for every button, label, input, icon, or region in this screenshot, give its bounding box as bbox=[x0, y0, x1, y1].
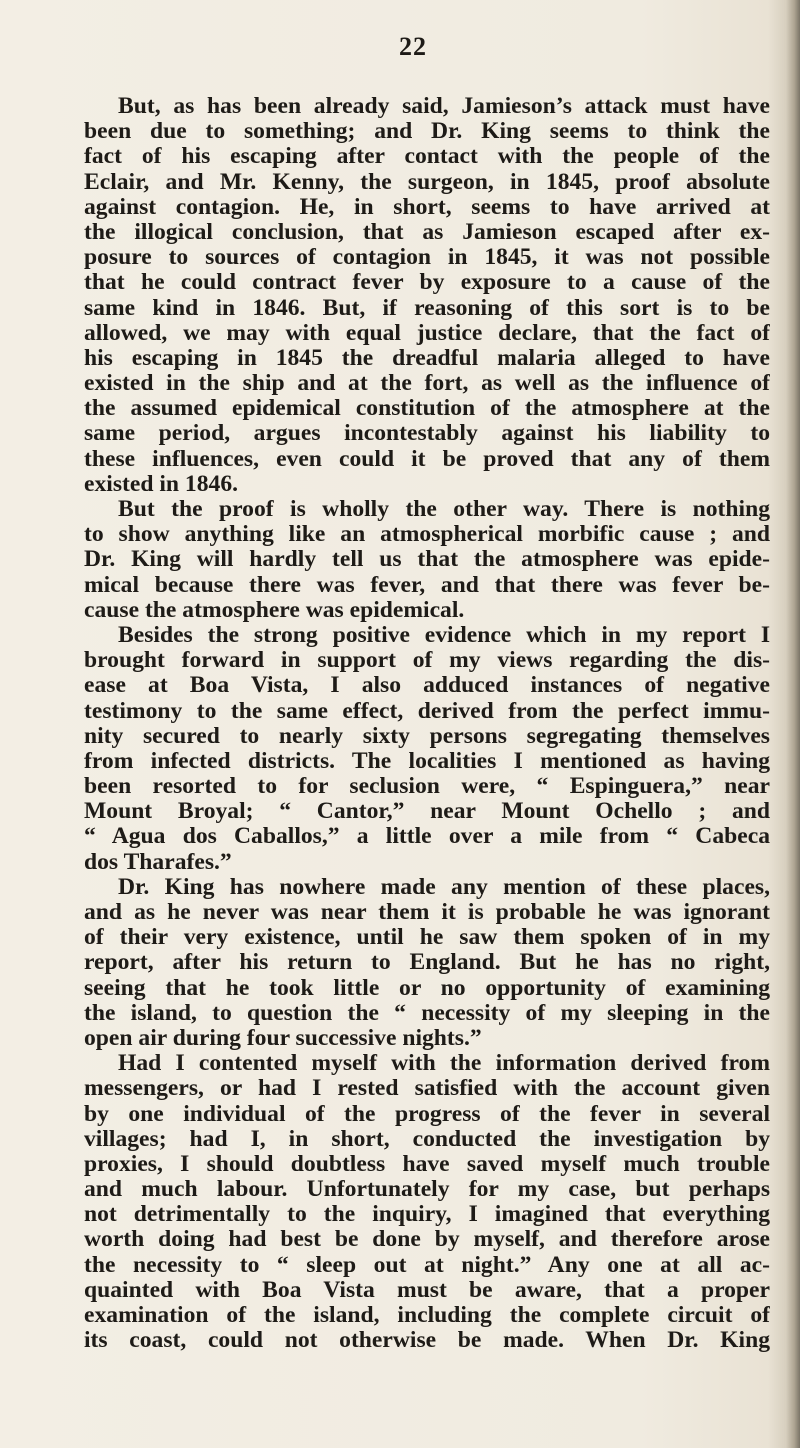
text-line: the island, to question the “ necessity of my sleeping in the bbox=[84, 1000, 770, 1026]
text-line: mical because there was fever, and that there was fever be- bbox=[84, 572, 770, 598]
text-line: by one individual of the progress of the fever in several bbox=[84, 1101, 770, 1127]
text-line: Had I contented myself with the information derived from bbox=[118, 1051, 770, 1077]
text-line: fact of his escaping after contact with the people of the bbox=[84, 144, 770, 170]
text-line: same period, argues incontestably against his liability to bbox=[84, 421, 770, 447]
text-line: and much labour. Unfortunately for my case, but perhaps bbox=[84, 1177, 770, 1203]
text-line: Eclair, and Mr. Kenny, the surgeon, in 1845, proof absolute bbox=[84, 169, 770, 195]
text-line: testimony to the same effect, derived from the perfect immu- bbox=[84, 698, 770, 724]
text-line: report, after his return to England. But he has no right, bbox=[84, 950, 770, 976]
text-line: brought forward in support of my views regarding the dis- bbox=[84, 648, 770, 674]
text-line: Dr. King has nowhere made any mention of these places, bbox=[118, 874, 770, 900]
text-line: same kind in 1846. But, if reasoning of this sort is to be bbox=[84, 295, 770, 321]
text-line: against contagion. He, in short, seems to have arrived at bbox=[84, 194, 770, 220]
body-text bbox=[84, 94, 770, 1353]
text-line: But, as has been already said, Jamieson’s attack must have bbox=[118, 94, 770, 119]
text-line: not detrimentally to the inquiry, I imagined that everything bbox=[84, 1202, 770, 1228]
text-line: proxies, I should doubtless have saved myself much trouble bbox=[84, 1151, 770, 1177]
text-line: ease at Boa Vista, I also adduced instances of negative bbox=[84, 673, 770, 699]
text-line: messengers, or had I rested satisfied with the account given bbox=[84, 1076, 770, 1102]
text-line: open air during four successive nights.” bbox=[84, 1025, 482, 1051]
text-line: But the proof is wholly the other way. There is nothing bbox=[118, 497, 770, 522]
text-line: seeing that he took little or no opportunity of examining bbox=[84, 975, 770, 1001]
text-line: “ Agua dos Caballos,” a little over a mile from “ Cabeca bbox=[84, 824, 770, 850]
text-line: to show anything like an atmospherical morbific cause ; and bbox=[84, 522, 770, 548]
page-edge-shadow bbox=[786, 0, 800, 1448]
text-line: that he could contract fever by exposure to a cause of the bbox=[84, 270, 770, 296]
text-line: nity secured to nearly sixty persons segregating themselves bbox=[84, 723, 770, 749]
text-line: the necessity to “ sleep out at night.” Any one at all ac- bbox=[84, 1252, 770, 1278]
text-line: been due to something; and Dr. King seems to think the bbox=[84, 119, 770, 145]
text-line: Mount Broyal; “ Cantor,” near Mount Ochello ; and bbox=[84, 799, 770, 825]
text-line: existed in the ship and at the fort, as well as the influence of bbox=[84, 371, 770, 397]
text-line: cause the atmosphere was epidemical. bbox=[84, 597, 465, 623]
text-line: and as he never was near them it is probable he was ignorant bbox=[84, 900, 770, 925]
text-line: these influences, even could it be proved that any of them bbox=[84, 446, 770, 472]
text-line: been resorted to for seclusion were, “ Espinguera,” near bbox=[84, 774, 770, 800]
page-number: 22 bbox=[399, 32, 427, 61]
text-line: quainted with Boa Vista must be aware, that a proper bbox=[84, 1277, 770, 1303]
text-line: Besides the strong positive evidence which in my report I bbox=[118, 622, 770, 648]
text-line: examination of the island, including the complete circuit of bbox=[84, 1303, 770, 1328]
text-line: its coast, could not otherwise be made. When Dr. King bbox=[84, 1328, 770, 1354]
text-line: the illogical conclusion, that as Jamieson escaped after ex- bbox=[84, 219, 770, 245]
text-line: existed in 1846. bbox=[84, 471, 239, 497]
text-line: his escaping in 1845 the dreadful malaria alleged to have bbox=[84, 345, 770, 371]
text-line: the assumed epidemical constitution of the atmosphere at the bbox=[84, 396, 770, 422]
text-line: from infected districts. The localities I mentioned as having bbox=[84, 748, 770, 774]
text-line: allowed, we may with equal justice declare, that the fact of bbox=[84, 320, 770, 346]
text-line: worth doing had best be done by myself, and therefore arose bbox=[84, 1227, 770, 1253]
text-line: posure to sources of contagion in 1845, it was not possible bbox=[84, 245, 770, 271]
text-line: villages; had I, in short, conducted the investigation by bbox=[84, 1126, 770, 1152]
text-line: dos Tharafes.” bbox=[84, 849, 232, 875]
text-line: of their very existence, until he saw them spoken of in my bbox=[84, 925, 770, 951]
text-line: Dr. King will hardly tell us that the atmosphere was epide- bbox=[84, 547, 770, 573]
